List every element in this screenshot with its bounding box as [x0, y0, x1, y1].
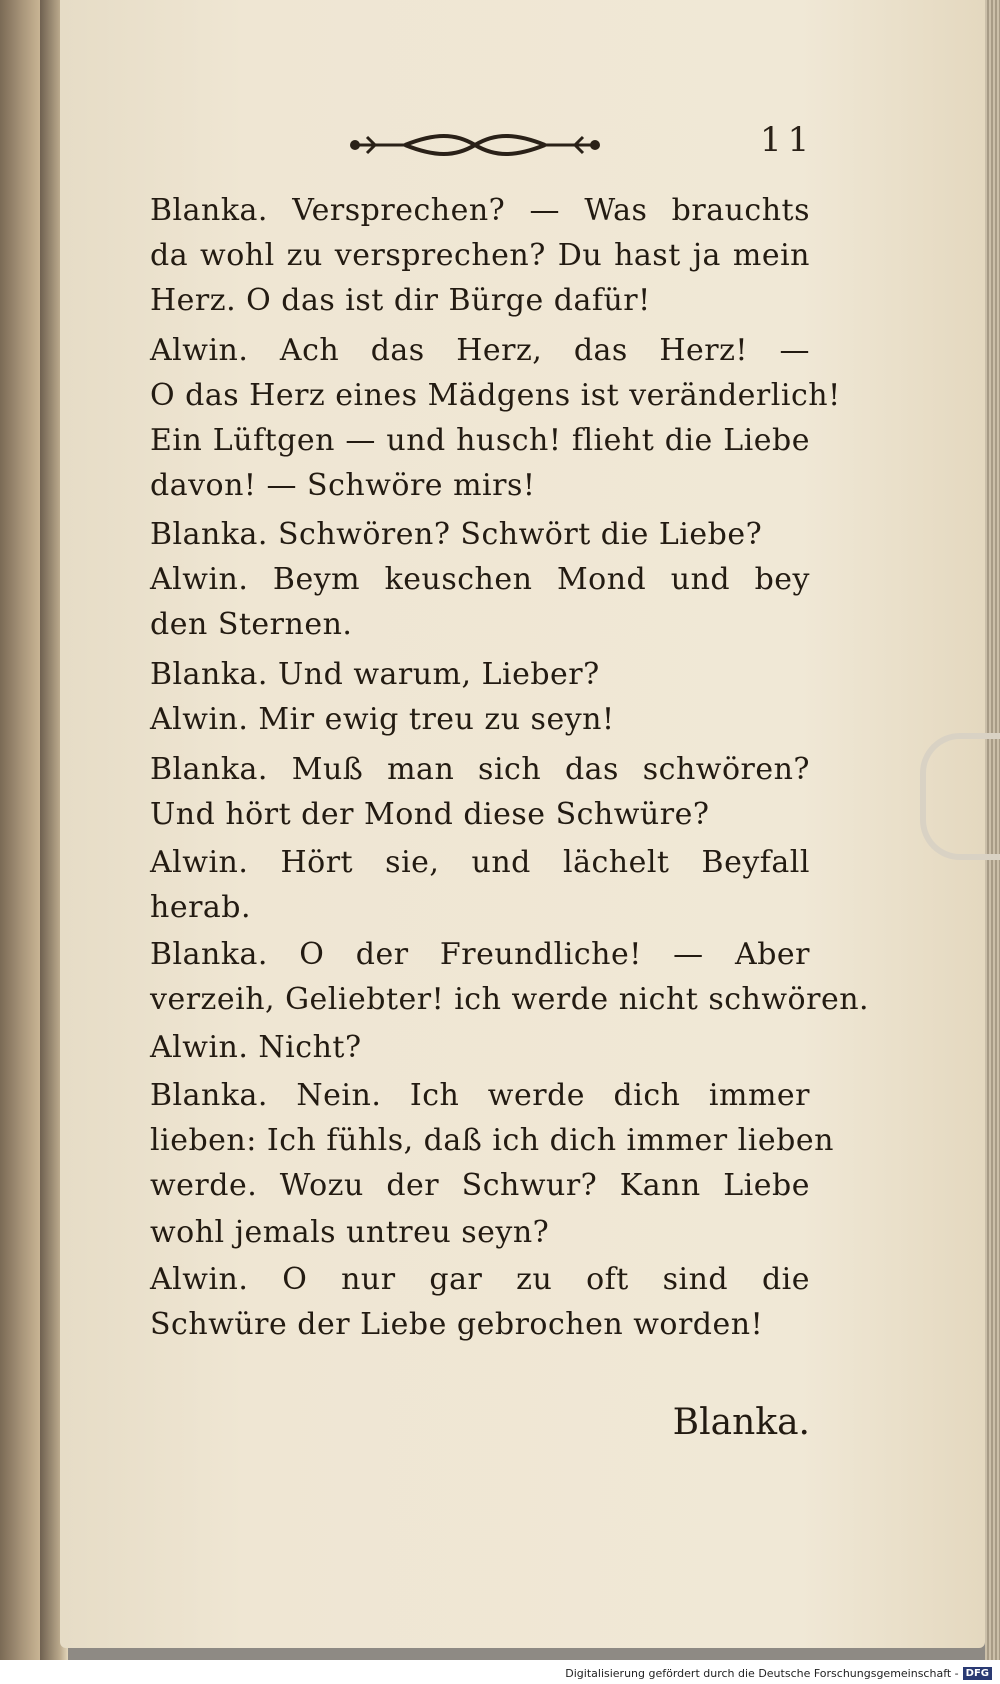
text-line: herab. [150, 890, 252, 925]
text-line: den Sternen. [150, 607, 353, 642]
text-line: verzeih, Geliebter! ich werde nicht schwören. [150, 982, 870, 1017]
text-line: Blanka. Versprechen? — Was brauchts [150, 193, 810, 228]
text-line: Alwin. Mir ewig treu zu seyn! [150, 702, 615, 737]
text-line: O das Herz eines Mädgens ist veränderlich! [150, 378, 841, 413]
digitization-footer [565, 1667, 992, 1680]
text-line: werde. Wozu der Schwur? Kann Liebe [150, 1168, 810, 1203]
text-line: Blanka. Schwören? Schwört die Liebe? [150, 517, 763, 552]
dfg-logo: DFG [963, 1667, 992, 1680]
text-line: Blanka. Nein. Ich werde dich immer [150, 1078, 810, 1113]
footer-credit: Digitalisierung gefördert durch die Deutsche Forschungsgemeinschaft - [565, 1667, 959, 1680]
text-line: wohl jemals untreu seyn? [150, 1215, 550, 1250]
text-line: lieben: Ich fühls, daß ich dich immer lieben [150, 1123, 834, 1158]
page-clip [920, 733, 1000, 860]
text-line: Blanka. Und warum, Lieber? [150, 657, 600, 692]
text-line: Herz. O das ist dir Bürge dafür! [150, 283, 651, 318]
text-line: Alwin. O nur gar zu oft sind die [150, 1262, 810, 1297]
text-line: da wohl zu versprechen? Du hast ja mein [150, 238, 810, 273]
text-line: Und hört der Mond diese Schwüre? [150, 797, 710, 832]
text-line: Schwüre der Liebe gebrochen worden! [150, 1307, 764, 1342]
text-line: Blanka. O der Freundliche! — Aber [150, 937, 810, 972]
ornament-icon [345, 128, 605, 162]
catchword: Blanka. [672, 1402, 810, 1443]
page-number: 11 [760, 120, 816, 160]
text-line: Alwin. Nicht? [150, 1030, 362, 1065]
text-line: davon! — Schwöre mirs! [150, 468, 536, 503]
text-line: Blanka. Muß man sich das schwören? [150, 752, 810, 787]
text-line: Alwin. Hört sie, und lächelt Beyfall [150, 845, 810, 880]
text-line: Ein Lüftgen — und husch! flieht die Liebe [150, 423, 810, 458]
left-page-edge [0, 0, 40, 1660]
text-line: Alwin. Ach das Herz, das Herz! — [150, 333, 810, 368]
text-line: Alwin. Beym keuschen Mond und bey [150, 562, 810, 597]
